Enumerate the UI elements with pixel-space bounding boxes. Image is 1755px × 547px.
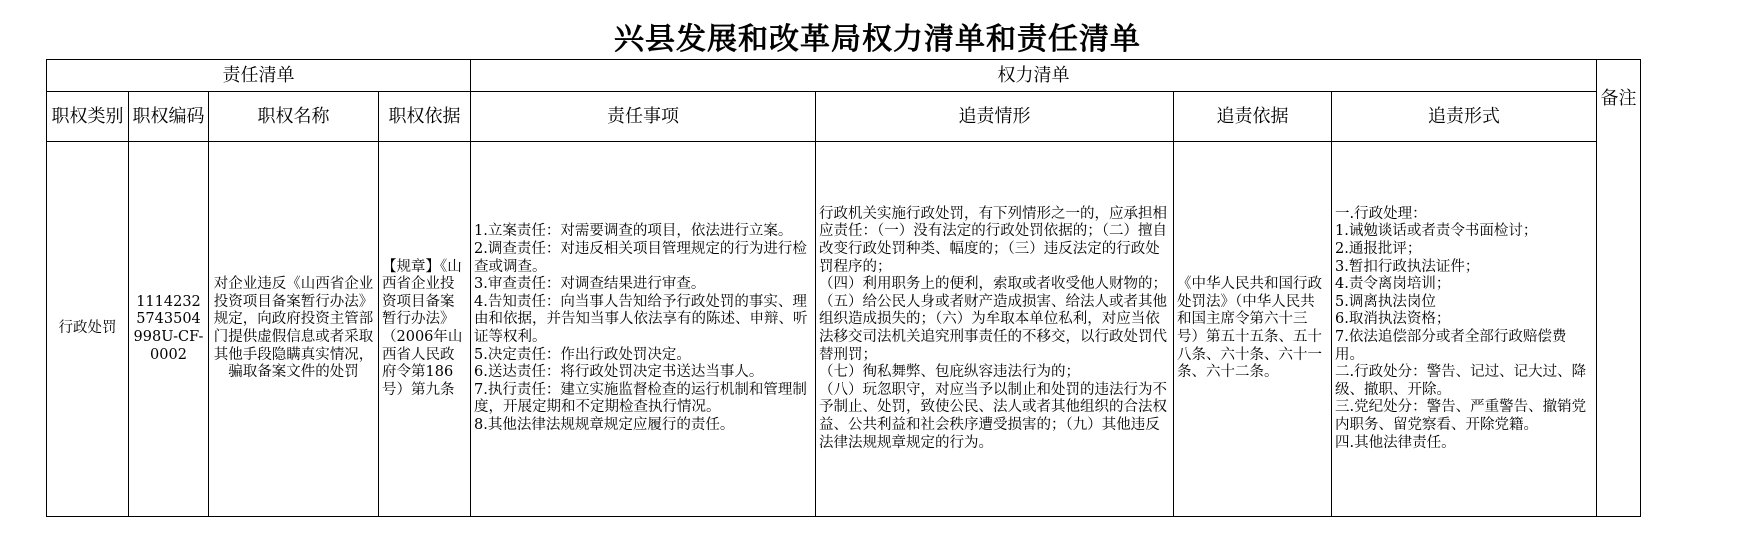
column-header-basis: 职权依据 bbox=[379, 92, 471, 142]
power-responsibility-table bbox=[46, 59, 1641, 517]
column-header-code: 职权编码 bbox=[129, 92, 209, 142]
column-header-accountability-forms: 追责形式 bbox=[1332, 92, 1597, 142]
cell-duties: 1.立案责任：对需要调查的项目，依法进行立案。 2.调查责任：对违反相关项目管理规定的行为进行检查或调查。 3.审查责任：对调查结果进行审查。 4.告知责任：向当事人告知给予行政处罚的事实、理由和依据，并告知当事人依法享有的陈述、申辩、听证等权利。 5.决定责任：作出行政处罚决定。 6.送达责任：将行政处罚决定书送达当事人。 7.执行责任：建立实施监督检查的运行机制和管理制度，开展定期和不定期检查执行情况。 8.其他法律法规规章规定应履行的责任。 bbox=[471, 142, 816, 517]
note-header-label: 备注 bbox=[1600, 88, 1637, 109]
cell-name: 对企业违反《山西省企业投资项目备案暂行办法》规定，向政府投资主管部门提供虚假信息或者采取其他手段隐瞒真实情况，骗取备案文件的处罚 bbox=[209, 142, 379, 517]
page-title: 兴县发展和改革局权力清单和责任清单 bbox=[614, 22, 1141, 57]
cell-accountability-basis: 《中华人民共和国行政处罚法》（中华人民共和国主席令第六十三号）第五十五条、五十八条、六十条、六十一条、六十二条。 bbox=[1174, 142, 1332, 517]
table-row bbox=[47, 142, 1641, 517]
column-header-duties: 责任事项 bbox=[471, 92, 816, 142]
column-header-category: 职权类别 bbox=[47, 92, 129, 142]
cell-accountability-forms: 一.行政处理： 1.诫勉谈话或者责令书面检讨； 2.通报批评； 3.暂扣行政执法证件； 4.责令离岗培训； 5.调离执法岗位 6.取消执法资格； 7.依法追偿部分或者全部行政赔偿费用。 二.行政处分：警告、记过、记大过、降级、撤职、开除。 三.党纪处分：警告、严重警告、撤销党内职务、留党察看、开除党籍。 四.其他法律责任。 bbox=[1332, 142, 1597, 517]
column-header-accountability-basis: 追责依据 bbox=[1174, 92, 1332, 142]
column-header-name: 职权名称 bbox=[209, 92, 379, 142]
column-header-circumstances: 追责情形 bbox=[816, 92, 1174, 142]
group-header-responsibility: 责任清单 bbox=[47, 60, 471, 92]
note-header bbox=[1597, 60, 1641, 517]
cell-circumstances: 行政机关实施行政处罚，有下列情形之一的，应承担相应责任：（一）没有法定的行政处罚依据的；（二）擅自改变行政处罚种类、幅度的；（三）违反法定的行政处罚程序的； （四）利用职务上的便利，索取或者收受他人财物的；（五）给公民人身或者财产造成损害、给法人或者其他组织造成损失的；（六）为牟取本单位私利，对应当依法移交司法机关追究刑事责任的不移交，以行政处罚代替刑罚； （七）徇私舞弊、包庇纵容违法行为的； （八）玩忽职守，对应当予以制止和处罚的违法行为不予制止、处罚，致使公民、法人或者其他组织的合法权益、公共利益和社会秩序遭受损害的；（九）其他违反法律法规规章规定的行为。 bbox=[816, 142, 1174, 517]
group-header-power: 权力清单 bbox=[471, 60, 1597, 92]
cell-basis: 【规章】《山西省企业投资项目备案暂行办法》（2006年山西省人民政府令第186号）第九条 bbox=[379, 142, 471, 517]
cell-category: 行政处罚 bbox=[47, 142, 129, 517]
cell-code: 11142325743504998U-CF-0002 bbox=[129, 142, 209, 517]
